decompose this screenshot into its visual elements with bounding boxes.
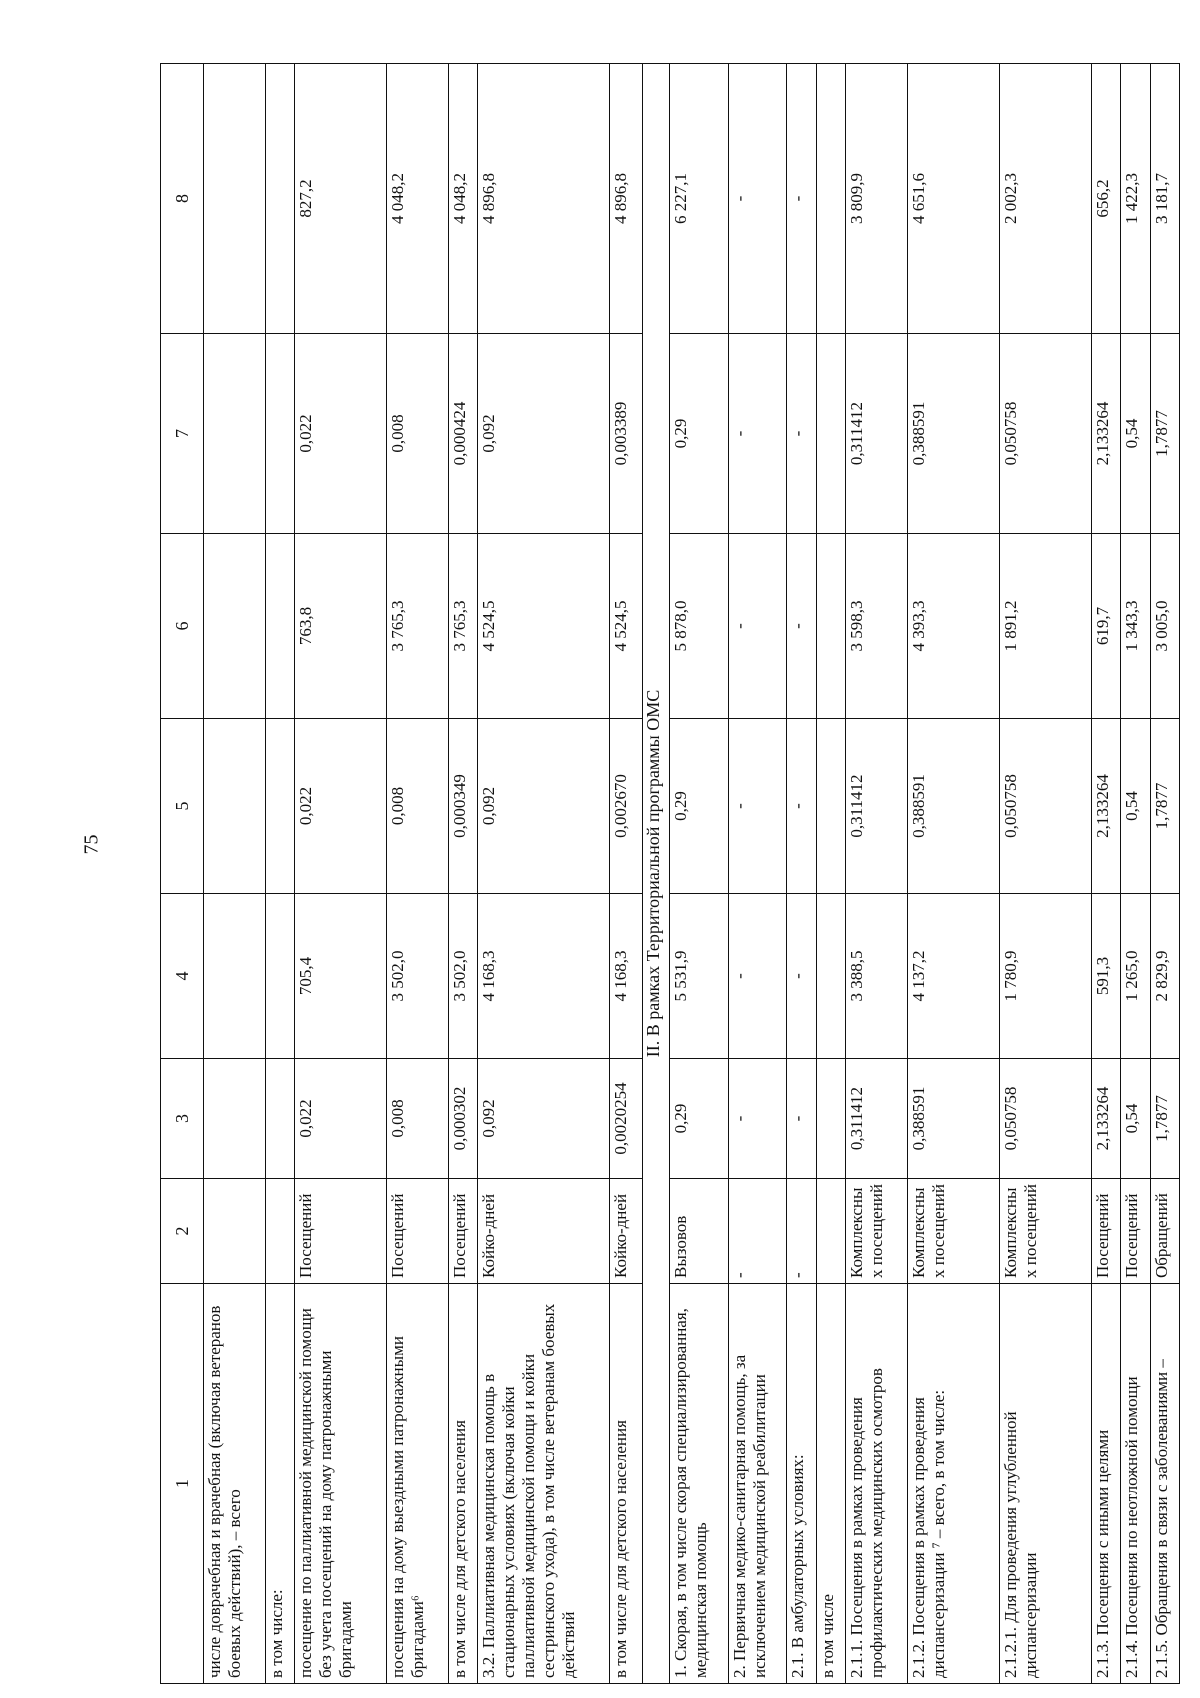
value-cell: 763,8 <box>295 534 387 719</box>
row-label-cell: в том числе: <box>265 1284 294 1684</box>
value-cell: 4 524,5 <box>609 534 642 719</box>
value-cell: 2 829,9 <box>1150 894 1179 1059</box>
value-cell: - <box>728 1059 787 1179</box>
row-label-cell: посещение по паллиативной медицинской помощи без учета посещений на дому патронажными бригадами <box>295 1284 387 1684</box>
value-cell <box>204 334 265 534</box>
value-cell: 0,311412 <box>846 334 907 534</box>
page-number: 75 <box>80 834 103 855</box>
value-cell: 1 265,0 <box>1121 894 1150 1059</box>
value-cell: 4 048,2 <box>387 64 448 334</box>
value-cell: 1,7877 <box>1150 1059 1179 1179</box>
header-col-5: 5 <box>161 719 204 894</box>
value-cell <box>816 1059 845 1179</box>
value-cell: 0,022 <box>295 334 387 534</box>
unit-cell: Комплексных посещений <box>907 1179 999 1284</box>
row-label-cell: 2. Первичная медико-санитарная помощь, за исключением медицинской реабилитации <box>728 1284 787 1684</box>
value-cell: 4 048,2 <box>448 64 477 334</box>
unit-cell: Посещений <box>295 1179 387 1284</box>
rotated-table-container <box>160 64 1180 1684</box>
unit-cell: Вызовов <box>669 1179 728 1284</box>
value-cell: 0,050758 <box>999 334 1091 534</box>
table-header-row <box>161 64 204 1684</box>
header-col-4: 4 <box>161 894 204 1059</box>
header-col-1: 1 <box>161 1284 204 1684</box>
value-cell <box>265 64 294 334</box>
unit-cell: Посещений <box>1121 1179 1150 1284</box>
header-col-8: 8 <box>161 64 204 334</box>
row-label-cell: 2.1.3. Посещения с иными целями <box>1091 1284 1120 1684</box>
value-cell: 2,133264 <box>1091 719 1120 894</box>
table-row <box>669 64 728 1684</box>
value-cell: 4 168,3 <box>609 894 642 1059</box>
value-cell: - <box>728 719 787 894</box>
value-cell: 0,008 <box>387 1059 448 1179</box>
value-cell: 3 388,5 <box>846 894 907 1059</box>
section-title-row <box>642 64 669 1684</box>
section-title: II. В рамках Территориальной программы ОМС <box>642 64 669 1684</box>
value-cell: 0,29 <box>669 719 728 894</box>
row-label-cell: 2.1.5. Обращения в связи с заболеваниями – <box>1150 1284 1179 1684</box>
value-cell <box>265 894 294 1059</box>
value-cell: - <box>728 64 787 334</box>
value-cell: 3 598,3 <box>846 534 907 719</box>
unit-cell <box>265 1179 294 1284</box>
row-label-cell: 3.2. Паллиативная медицинская помощь в стационарных условиях (включая койки паллиативной медицинской помощи и койки сестринского ухода), в том числе ветеранам боевых действий <box>478 1284 610 1684</box>
value-cell: 3 502,0 <box>448 894 477 1059</box>
header-col-3: 3 <box>161 1059 204 1179</box>
row-label-cell: 2.1.4. Посещения по неотложной помощи <box>1121 1284 1150 1684</box>
value-cell: 619,7 <box>1091 534 1120 719</box>
row-label-cell: 2.1. В амбулаторных условиях: <box>787 1284 816 1684</box>
value-cell: 0,54 <box>1121 719 1150 894</box>
value-cell: 0,092 <box>478 334 610 534</box>
value-cell: 1 343,3 <box>1121 534 1150 719</box>
value-cell <box>816 534 845 719</box>
value-cell: 0,050758 <box>999 1059 1091 1179</box>
value-cell: 1 422,3 <box>1121 64 1150 334</box>
value-cell: 0,000349 <box>448 719 477 894</box>
value-cell: 0,29 <box>669 334 728 534</box>
value-cell: 0,092 <box>478 1059 610 1179</box>
row-label-cell: 2.1.2. Посещения в рамках проведения диспансеризации ⁷ – всего, в том числе: <box>907 1284 999 1684</box>
table-row <box>609 64 642 1684</box>
table-row <box>387 64 448 1684</box>
value-cell: 2,133264 <box>1091 1059 1120 1179</box>
value-cell: 0,092 <box>478 719 610 894</box>
value-cell: 0,022 <box>295 1059 387 1179</box>
table-row <box>907 64 999 1684</box>
value-cell: 0,388591 <box>907 719 999 894</box>
value-cell <box>204 64 265 334</box>
value-cell: - <box>787 534 816 719</box>
table-row <box>478 64 610 1684</box>
row-label-cell: числе доврачебная и врачебная (включая ветеранов боевых действий), – всего <box>204 1284 265 1684</box>
value-cell: 0,000302 <box>448 1059 477 1179</box>
table-row <box>728 64 787 1684</box>
unit-cell: Комплексных посещений <box>999 1179 1091 1284</box>
value-cell <box>265 334 294 534</box>
header-col-2: 2 <box>161 1179 204 1284</box>
table-row <box>295 64 387 1684</box>
value-cell: 0,003389 <box>609 334 642 534</box>
value-cell: 6 227,1 <box>669 64 728 334</box>
value-cell: 3 765,3 <box>387 534 448 719</box>
value-cell <box>816 334 845 534</box>
value-cell: - <box>728 534 787 719</box>
value-cell <box>204 719 265 894</box>
value-cell: 3 181,7 <box>1150 64 1179 334</box>
table-row <box>1091 64 1120 1684</box>
value-cell: - <box>787 894 816 1059</box>
value-cell <box>204 534 265 719</box>
value-cell: 5 531,9 <box>669 894 728 1059</box>
value-cell: 0,002670 <box>609 719 642 894</box>
value-cell: 4 393,3 <box>907 534 999 719</box>
value-cell <box>204 894 265 1059</box>
table-row <box>816 64 845 1684</box>
unit-cell: Обращений <box>1150 1179 1179 1284</box>
value-cell: - <box>787 719 816 894</box>
table-row <box>1150 64 1179 1684</box>
unit-cell <box>816 1179 845 1284</box>
unit-cell: Комплексных посещений <box>846 1179 907 1284</box>
value-cell: 0,008 <box>387 334 448 534</box>
value-cell <box>265 534 294 719</box>
value-cell: - <box>728 334 787 534</box>
unit-cell: - <box>787 1179 816 1284</box>
value-cell: 2,133264 <box>1091 334 1120 534</box>
table-row <box>1121 64 1150 1684</box>
value-cell: 1 891,2 <box>999 534 1091 719</box>
value-cell: 4 651,6 <box>907 64 999 334</box>
value-cell: 0,388591 <box>907 1059 999 1179</box>
header-col-7: 7 <box>161 334 204 534</box>
value-cell: 0,022 <box>295 719 387 894</box>
value-cell: 0,54 <box>1121 1059 1150 1179</box>
value-cell: 4 896,8 <box>609 64 642 334</box>
value-cell: 0,000424 <box>448 334 477 534</box>
value-cell: - <box>787 1059 816 1179</box>
value-cell: 4 137,2 <box>907 894 999 1059</box>
unit-cell <box>204 1179 265 1284</box>
row-label-cell: 2.1.2.1. Для проведения углубленной диспансеризации <box>999 1284 1091 1684</box>
value-cell: 0,008 <box>387 719 448 894</box>
table-row <box>999 64 1091 1684</box>
unit-cell: Койко-дней <box>478 1179 610 1284</box>
value-cell: 2 002,3 <box>999 64 1091 334</box>
value-cell: - <box>787 334 816 534</box>
value-cell <box>204 1059 265 1179</box>
value-cell: 4 168,3 <box>478 894 610 1059</box>
row-label-cell: в том числе для детского населения <box>609 1284 642 1684</box>
value-cell: - <box>787 64 816 334</box>
table-row <box>448 64 477 1684</box>
value-cell: 1,7877 <box>1150 719 1179 894</box>
row-label-cell: 1. Скорая, в том числе скорая специализированная, медицинская помощь <box>669 1284 728 1684</box>
header-col-6: 6 <box>161 534 204 719</box>
value-cell <box>265 719 294 894</box>
value-cell: 5 878,0 <box>669 534 728 719</box>
value-cell: 3 809,9 <box>846 64 907 334</box>
row-label-cell: посещения на дому выездными патронажными бригадами⁶ <box>387 1284 448 1684</box>
unit-cell: Посещений <box>448 1179 477 1284</box>
unit-cell: Койко-дней <box>609 1179 642 1284</box>
value-cell: 827,2 <box>295 64 387 334</box>
value-cell <box>265 1059 294 1179</box>
value-cell: 4 524,5 <box>478 534 610 719</box>
value-cell: 0,0020254 <box>609 1059 642 1179</box>
row-label-cell: в том числе для детского населения <box>448 1284 477 1684</box>
table-row <box>846 64 907 1684</box>
value-cell: 3 765,3 <box>448 534 477 719</box>
value-cell: 0,311412 <box>846 719 907 894</box>
unit-cell: Посещений <box>1091 1179 1120 1284</box>
value-cell <box>816 719 845 894</box>
value-cell: 1,7877 <box>1150 334 1179 534</box>
table-row <box>787 64 816 1684</box>
value-cell: 0,050758 <box>999 719 1091 894</box>
row-label-cell: 2.1.1. Посещения в рамках проведения профилактических медицинских осмотров <box>846 1284 907 1684</box>
value-cell: 3 005,0 <box>1150 534 1179 719</box>
value-cell: 705,4 <box>295 894 387 1059</box>
value-cell: 0,388591 <box>907 334 999 534</box>
value-cell: 0,311412 <box>846 1059 907 1179</box>
value-cell <box>816 894 845 1059</box>
program-volumes-table <box>160 63 1180 1684</box>
value-cell: 0,54 <box>1121 334 1150 534</box>
value-cell: 3 502,0 <box>387 894 448 1059</box>
value-cell: 1 780,9 <box>999 894 1091 1059</box>
unit-cell: - <box>728 1179 787 1284</box>
value-cell <box>816 64 845 334</box>
value-cell: 0,29 <box>669 1059 728 1179</box>
value-cell: 656,2 <box>1091 64 1120 334</box>
table-row <box>204 64 265 1684</box>
unit-cell: Посещений <box>387 1179 448 1284</box>
row-label-cell: в том числе <box>816 1284 845 1684</box>
table-row <box>265 64 294 1684</box>
value-cell: 591,3 <box>1091 894 1120 1059</box>
value-cell: 4 896,8 <box>478 64 610 334</box>
value-cell: - <box>728 894 787 1059</box>
